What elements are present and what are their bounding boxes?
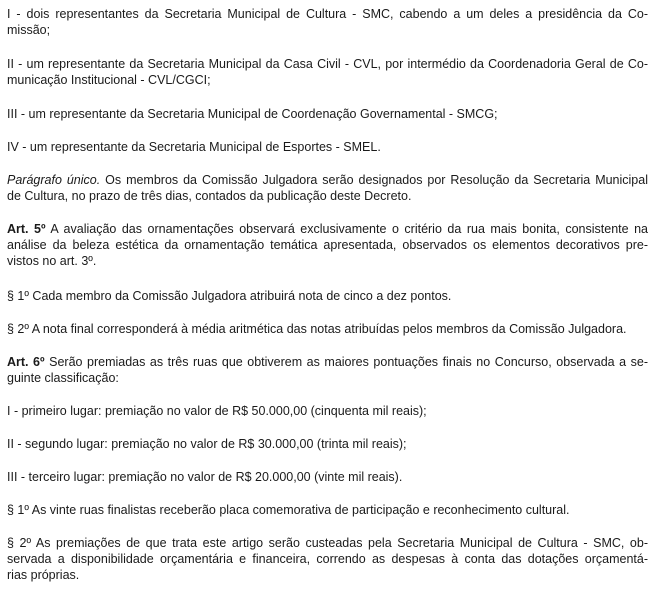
text-line: IV - um representante da Secretaria Municipal de Esportes - SMEL.: [7, 140, 381, 154]
text-line: I - dois representantes da Secretaria Municipal de Cultura - SMC, cabendo a um deles a presidência da Co-: [7, 7, 648, 21]
inciso-ii-paragraph: [7, 56, 648, 88]
art-6-paragraph: [7, 354, 648, 386]
prize-first-place: [7, 403, 648, 419]
text-line: III - um representante da Secretaria Municipal de Coordenação Governamental - SMCG;: [7, 107, 498, 121]
text-line: III - terceiro lugar: premiação no valor de R$ 20.000,00 (vinte mil reais).: [7, 470, 403, 484]
text-line: II - segundo lugar: premiação no valor de R$ 30.000,00 (trinta mil reais);: [7, 437, 407, 451]
text-line: § 1º Cada membro da Comissão Julgadora atribuirá nota de cinco a dez pontos.: [7, 289, 452, 303]
art-6-label: Art. 6º: [7, 355, 45, 369]
paragrafo-unico-label: Parágrafo único.: [7, 173, 101, 187]
text-run: Serão premiadas as três ruas que obtiverem as maiores pontuações finais no Concurso, observada a se-: [44, 355, 648, 369]
text-line: § 2º As premiações de que trata este artigo serão custeadas pela Secretaria Municipal de Cultura - SMC, ob-: [7, 536, 648, 550]
prize-third-place: [7, 469, 648, 485]
text-line: de Cultura, no prazo de três dias, contados da publicação deste Decreto.: [7, 189, 412, 203]
text-line: municação Institucional - CVL/CGCI;: [7, 73, 211, 87]
art-5-paragraph: [7, 221, 648, 269]
paragrafo-unico: [7, 172, 648, 204]
text-run: A avaliação das ornamentações observará exclusivamente o critério da rua mais bonita, consistente na: [45, 222, 648, 236]
prize-second-place: [7, 436, 648, 452]
art-5-label: Art. 5º: [7, 222, 46, 236]
text-line: [7, 354, 648, 370]
text-line: § 2º A nota final corresponderá à média aritmética das notas atribuídas pelos membros da Comissão Julgadora.: [7, 322, 627, 336]
art-5-paragraph-2: [7, 321, 648, 337]
text-line: rias próprias.: [7, 568, 80, 582]
text-line: vistos no art. 3º.: [7, 254, 97, 268]
text-line: [7, 221, 648, 237]
inciso-iii-paragraph: [7, 106, 648, 122]
text-line: I - primeiro lugar: premiação no valor de R$ 50.000,00 (cinquenta mil reais);: [7, 404, 427, 418]
text-line: II - um representante da Secretaria Municipal da Casa Civil - CVL, por intermédio da Coordenadoria Geral de Co-: [7, 57, 648, 71]
art-5-paragraph-1: [7, 288, 648, 304]
text-line: análise da beleza estética da ornamentação temática apresentada, observados os elementos decorativos pre-: [7, 238, 648, 252]
art-6-paragraph-1: [7, 502, 648, 518]
text-run: Os membros da Comissão Julgadora serão designados por Resolução da Secretaria Municipal: [100, 173, 648, 187]
text-line: guinte classificação:: [7, 371, 119, 385]
text-line: missão;: [7, 23, 51, 37]
inciso-i-paragraph: [7, 6, 648, 38]
inciso-iv-paragraph: [7, 139, 648, 155]
text-line: servada a disponibilidade orçamentária e financeira, correndo as despesas à conta das dotações orçamentá-: [7, 552, 648, 566]
text-line: [7, 172, 648, 188]
art-6-paragraph-2: [7, 535, 648, 583]
text-line: § 1º As vinte ruas finalistas receberão placa comemorativa de participação e reconhecimento cultural.: [7, 503, 570, 517]
